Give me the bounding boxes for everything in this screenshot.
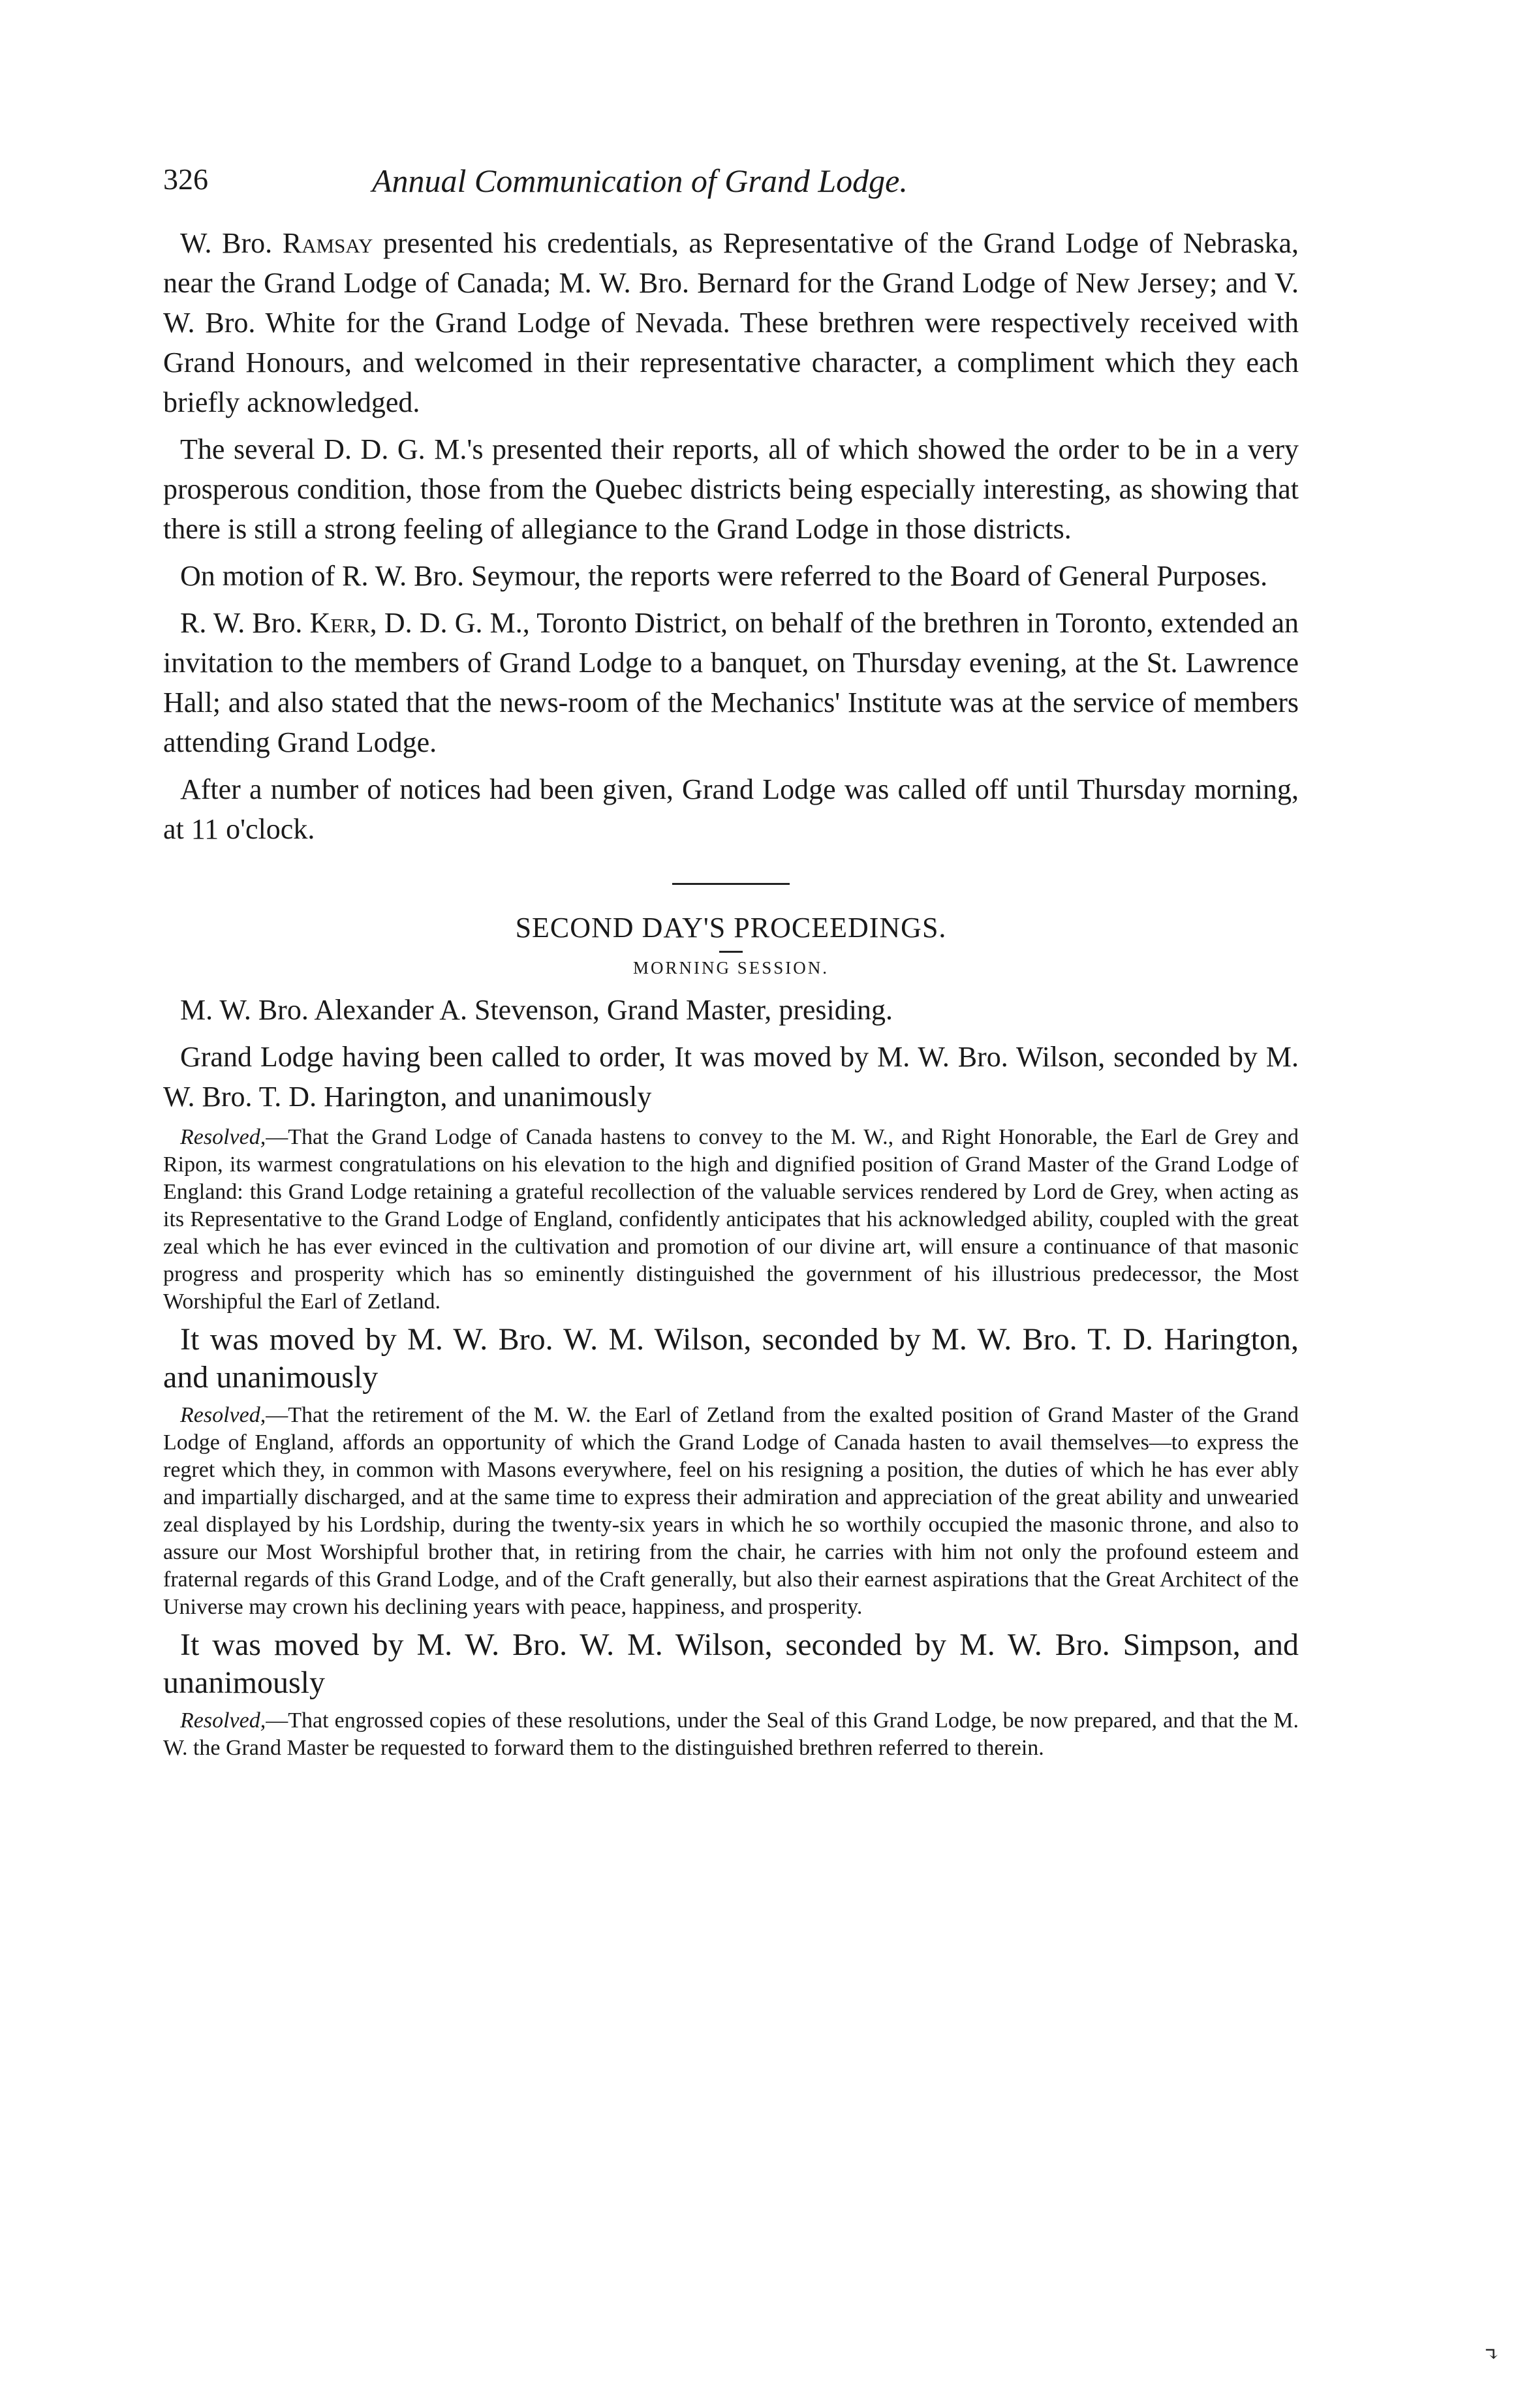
resolution-3: Resolved,—That engrossed copies of these resolutions, under the Seal of this Grand Lodge, be now prepared, and that the M. W. the Grand Master be requested to forward them to the distinguished brethren referred to therein. [163,1708,1299,1760]
paragraph-ddgm-reports: The several D. D. G. M.'s presented their reports, all of which showed the order to be in a very prosperous condition, those from the Quebec districts being especially interesting, as showing that there is still a strong feeling of allegiance to the Grand Lodge in those districts. [163,433,1299,545]
section-subheading: MORNING SESSION. [632,958,829,978]
corner-mark-icon: ↴ [1483,2344,1500,2366]
paragraph-motion-3: It was moved by M. W. Bro. W. M. Wilson, seconded by M. W. Bro. Simpson, and unanimously [163,1628,1299,1700]
resolved-label: Resolved, [180,1125,266,1149]
section-heading: SECOND DAY'S PROCEEDINGS. [515,912,947,944]
paragraph-called-off: After a number of notices had been given, Grand Lodge was called off until Thursday morning, at 11 o'clock. [163,773,1299,845]
resolution-1: Resolved,—That the Grand Lodge of Canada hastens to convey to the M. W., and Right Honorable, the Earl de Grey and Ripon, its warmest congratulations on his elevation to the high and dignified position of Grand Master of the Grand Lodge of England: this Grand Lodge retaining a grateful recollection of the valuable services rendered by Lord de Grey, when acting as its Representative to the Grand Lodge of England, confidently anticipates that his acknowledged ability, coupled with the great zeal which he has ever evinced in the cultivation and promotion of our divine art, will ensure a continuance of that masonic progress and prosperity which has so eminently distinguished the government of his illustrious predecessor, the Most Worshipful the Earl of Zetland. [163,1125,1299,1314]
resolution-2: Resolved,—That the retirement of the M. W. the Earl of Zetland from the exalted position of Grand Master of the Grand Lodge of England, affords an opportunity of which the Grand Lodge of Canada hasten to avail themselves—to express the regret which they, in common with Masons everywhere, feel on his resigning a position, the duties of which he has ever ably and impartially discharged, and at the same time to express their admiration and appreciation of the great ability and unwearied zeal displayed by his Lordship, during the twenty-six years in which he so worthily occupied the masonic throne, and also to assure our Most Worshipful brother that, in retiring from the chair, he carries with him not only the profound esteem and fraternal regards of this Grand Lodge, and of the Craft generally, but also their earnest aspirations that the Great Architect of the Universe may crown his declining years with peace, happiness, and prosperity. [163,1403,1299,1619]
page-header [163,157,1299,215]
name-ramsay: Ramsay [282,227,373,259]
name-kerr: Kerr [309,607,370,639]
resolved-label: Resolved, [180,1708,266,1733]
document-page [163,157,1299,1767]
page-number: 326 [163,162,208,196]
section-divider [672,883,790,885]
resolved-label: Resolved, [180,1403,266,1427]
paragraph-motion-seymour: On motion of R. W. Bro. Seymour, the reports were referred to the Board of General Purposes. [180,560,1268,592]
paragraph-kerr-invitation: R. W. Bro. Kerr, D. D. G. M., Toronto District, on behalf of the brethren in Toronto, extended an invitation to the members of Grand Lodge to a banquet, on Thursday evening, at the St. Lawrence Hall; and also stated that the news-room of the Mechanics' Institute was at the service of members attending Grand Lodge. [163,607,1299,758]
paragraph-motion-1: Grand Lodge having been called to order, It was moved by M. W. Bro. Wilson, seconded by M. W. Bro. T. D. Harington, and unanimously [163,1041,1299,1113]
paragraph-motion-2: It was moved by M. W. Bro. W. M. Wilson, seconded by M. W. Bro. T. D. Harington, and unanimously [163,1322,1299,1395]
paragraph-representatives: W. Bro. Ramsay presented his credentials, as Representative of the Grand Lodge of Nebraska, near the Grand Lodge of Canada; M. W. Bro. Bernard for the Grand Lodge of New Jersey; and V. W. Bro. White for the Grand Lodge of Nevada. These brethren were respectively received with Grand Honours, and welcomed in their representative character, a compliment which they each briefly acknowledged. [163,227,1299,418]
paragraph-presiding: M. W. Bro. Alexander A. Stevenson, Grand Master, presiding. [180,994,893,1026]
running-title: Annual Communication of Grand Lodge. [372,162,908,199]
heading-divider [719,951,743,953]
